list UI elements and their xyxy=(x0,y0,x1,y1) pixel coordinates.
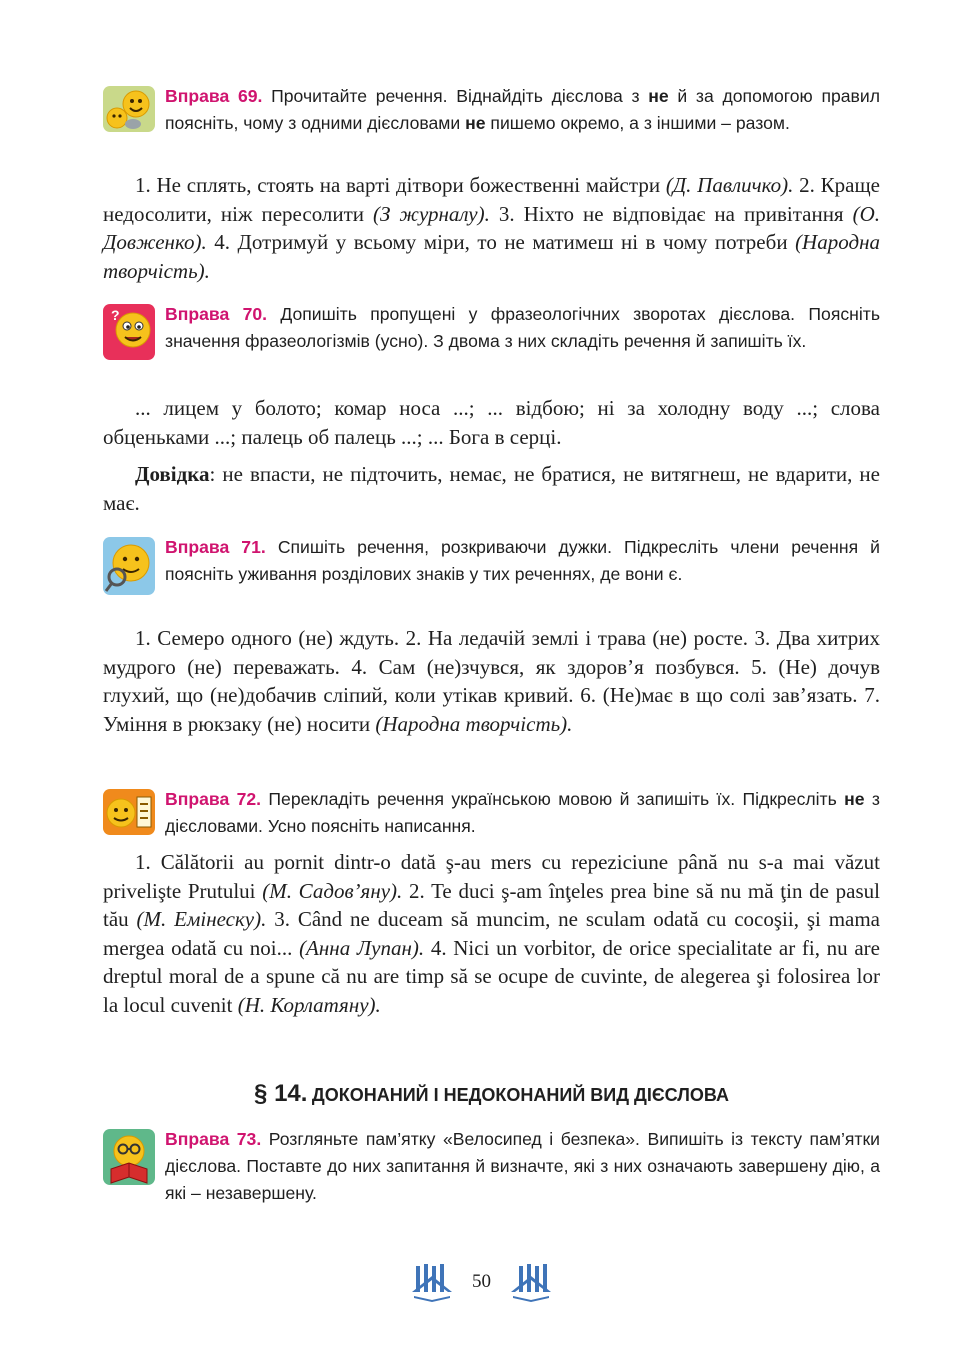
bold-text: не xyxy=(844,789,865,809)
text-run: 4. Дотримуй у всьому міри, то не матимеш ні в чому потреби xyxy=(206,230,796,255)
text-run: Прочитайте речення. Віднайдіть дієслова з xyxy=(271,86,649,106)
exercise-72 xyxy=(103,786,880,840)
text-run: : не впасти, не підточить, немає, не братися, не витягнеш, не вдарити, не має. xyxy=(103,462,880,515)
exercise-70-help xyxy=(103,460,880,517)
smiley-group-icon xyxy=(103,86,155,132)
page-number: 50 xyxy=(472,1271,491,1292)
exercise-label: Вправа 71. xyxy=(165,537,266,557)
magnifier-smiley-icon xyxy=(103,537,155,595)
text-run: 4. Nici un vorbitor, de orice specialitate ar fi, nu are dreptul moral de a spune că nu are timp să se ocupe de cuvinte, de alegerea şi folosirea lor la locul cuvenit xyxy=(103,935,880,1017)
translate-smiley-icon xyxy=(103,789,155,835)
section-title: ДОКОНАНИЙ І НЕДОКОНАНИЙ ВИД ДІЄСЛОВА xyxy=(311,1085,729,1105)
exercise-71 xyxy=(103,534,880,588)
source-citation: (Анна Лупан). xyxy=(299,935,425,960)
source-citation: (Народна творчість). xyxy=(375,711,573,736)
text-run: Перекладіть речення українською мовою й запишіть їх. Підкресліть xyxy=(268,789,845,809)
exercise-instruction xyxy=(165,1129,880,1203)
bold-text: Довідка xyxy=(135,462,210,486)
text-run: ... лицем у болото; комар носа ...; ... відбою; ні за холодну воду ...; слова обценьками ...; палець об палець ...; ... Бога в серці. xyxy=(103,396,880,449)
exercise-instruction xyxy=(165,86,880,133)
exercise-instruction xyxy=(165,304,880,351)
text-run: 1. Не сплять, стоять на варті дітвори божественні майстри xyxy=(135,173,666,197)
page-footer xyxy=(0,1262,963,1302)
svg-text:?: ? xyxy=(111,307,120,323)
source-citation: (О. Довженко). xyxy=(103,201,880,255)
source-citation: (Д. Павличко). xyxy=(665,173,794,197)
text-run: 1. Călătorii au pornit dintr-o dată ş-au mers cu repeziciune până nu s-a mai văzut privelişte Prutului xyxy=(103,850,880,903)
source-citation: (М. Садов’яну). xyxy=(262,878,403,903)
section-heading xyxy=(103,1080,880,1108)
text-run: Розгляньте пам’ятку «Велосипед і безпека». Випишіть із тексту пам’ятки дієслова. Поставте до них запитання й визначте, які з них означають завершену дію, а які – незавершену. xyxy=(165,1129,880,1203)
bold-text: не xyxy=(648,86,669,106)
exercise-70-text xyxy=(103,394,880,451)
source-citation: (Народна творчість). xyxy=(103,230,880,283)
exercise-73 xyxy=(103,1126,880,1207)
source-citation: (М. Емінеску). xyxy=(136,907,267,932)
text-run: й за допомогою правил поясніть, чому з одними дієсловами xyxy=(165,86,880,133)
text-run: 3. Când ne duceam să muncim, ne sculam odată cu cocoşii, şi mama mergea odată cu noi... xyxy=(103,907,881,960)
exercise-71-text xyxy=(103,624,880,738)
exercise-instruction xyxy=(165,789,880,836)
text-run: Допишіть пропущені у фразеологічних зворотах дієслова. Поясніть значення фразеологізмів (усно). З двома з них складіть речення й запишіть їх. xyxy=(165,304,880,351)
text-run: 2. Te duci ş-am înţeles prea bine să nu mă ţin de pasul tău xyxy=(103,878,880,932)
exercise-70 xyxy=(103,301,880,355)
exercise-69-text xyxy=(103,171,880,285)
exercise-69 xyxy=(103,83,880,137)
exercise-label: Вправа 72. xyxy=(165,789,262,809)
exercise-label: Вправа 69. xyxy=(165,86,263,106)
reading-smiley-icon xyxy=(103,1129,155,1185)
exercise-label: Вправа 70. xyxy=(165,304,268,324)
source-citation: (Н. Корлатяну). xyxy=(237,992,381,1017)
folk-ornament-icon xyxy=(509,1262,553,1302)
section-number: § 14. xyxy=(254,1080,308,1107)
text-run: 3. Ніхто не відповідає на привітання xyxy=(489,201,853,226)
text-run: з дієсловами. Усно поясніть написання. xyxy=(165,789,880,836)
text-run: Спишіть речення, розкриваючи дужки. Підкресліть члени речення й поясніть уживання розділових знаків у тих реченнях, де вони є. xyxy=(165,537,880,584)
text-run: 1. Семеро одного (не) ждуть. 2. На ледачій землі і трава (не) росте. 3. Два хитрих мудрого (не) переважать. 4. Сам (не)зчувся, як здоров’я позбувся. 5. (Не) дочув глухий, що (не)добачив сліпий, коли утікав кривий. 6. (Не)має в що солі зав’язать. 7. Уміння в рюкзаку (не) носити xyxy=(103,626,880,736)
thinking-smiley-icon xyxy=(103,304,155,360)
exercise-72-text xyxy=(103,848,880,1020)
exercise-instruction xyxy=(165,537,880,584)
bold-text: не xyxy=(465,113,486,133)
text-run: пишемо окремо, а з іншими – разом. xyxy=(485,113,790,133)
folk-ornament-icon xyxy=(410,1262,454,1302)
text-run: 2. Краще недосолити, ніж пересолити xyxy=(103,173,880,226)
source-citation: (З журналу). xyxy=(373,201,490,226)
exercise-label: Вправа 73. xyxy=(165,1129,262,1149)
